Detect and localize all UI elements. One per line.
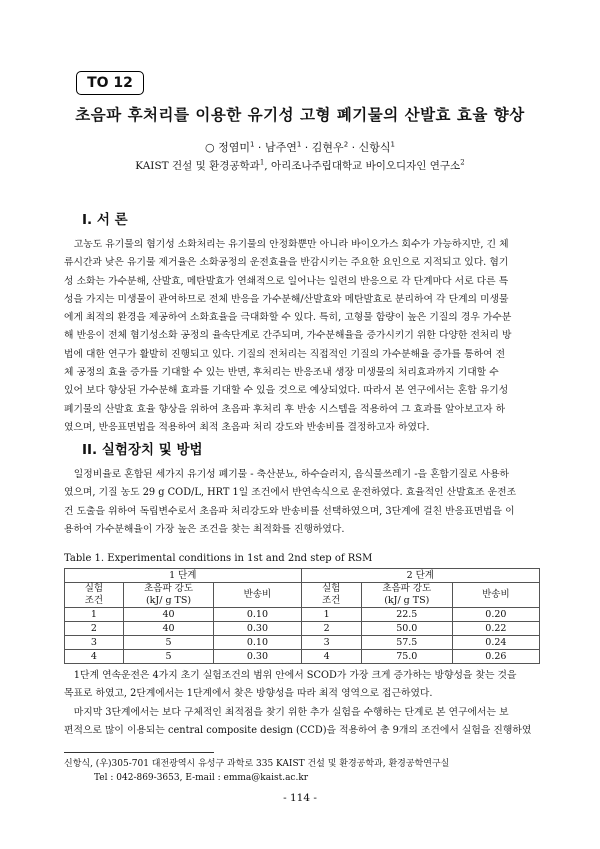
text-line: 법에 대한 연구가 활발히 진행되고 있다. 기질의 전처리는 직접적인 기질의 가수분해율 증가를 통하여 전 (64, 348, 506, 360)
table-cell: 4 (301, 650, 361, 664)
table-cell: 0.10 (214, 636, 301, 650)
table-cell: 0.20 (452, 608, 539, 622)
author-name: 신항식 (358, 141, 391, 154)
table-cell: 50.0 (361, 622, 452, 636)
text-line: 에게 최적의 환경을 제공하여 소화효율을 극대화할 수 있다. 특히, 고형물 함량이 높은 기질의 경우 가수분 (64, 312, 512, 324)
footnote-divider (64, 752, 214, 753)
text-line: 성을 가지는 미생물이 관여하므로 전체 반응을 가수분해/산발효와 메탄발효로 분리하여 각 단계의 미생물 (64, 293, 509, 305)
text-line: 폐기물의 산발효 효율 향상을 위하여 초음파 후처리 후 반송 시스템을 적용하여 그 효과를 알아보고자 하 (64, 403, 506, 415)
author-sup: 2 (343, 140, 349, 149)
methods-paragraph (64, 466, 538, 539)
table-cell: 5 (123, 650, 214, 664)
table-cell: 0.26 (452, 650, 539, 664)
text-line: 편적으로 많이 이용되는 central composite design (CCD)을 적용하여 총 9개의 조건에서 실험을 진행하였 (64, 724, 532, 736)
author-separator: · (301, 141, 312, 154)
text-line: 류시간과 낮은 유기물 제거율은 소화공정의 운전효율을 반감시키는 주요한 요인으로 지적되고 있다. 혐기 (64, 257, 509, 269)
table-cell: 22.5 (361, 608, 452, 622)
col-ratio-header: 반송비 (452, 583, 539, 608)
text-line: 성 소화는 가수분해, 산발효, 메탄발효가 연쇄적으로 일어나는 일련의 반응으로 각 단계마다 서로 다른 특 (64, 275, 509, 287)
col-intensity-header: 초음파 강도 (kJ/ g TS) (361, 583, 452, 608)
table-cell: 1 (65, 608, 124, 622)
step1-header: 1 단계 (65, 569, 302, 583)
affiliation (0, 158, 600, 173)
author-list (0, 139, 600, 155)
table-cell: 2 (65, 622, 124, 636)
table-cell: 0.24 (452, 636, 539, 650)
author-separator: · (254, 141, 265, 154)
table-cell: 0.30 (214, 650, 301, 664)
text-line: 용하여 가수분해율이 가장 높은 조건을 찾는 최적화를 진행하였다. (64, 523, 345, 535)
table-cell: 0.22 (452, 622, 539, 636)
table-row (65, 622, 540, 636)
col-run-header: 실험 조건 (65, 583, 124, 608)
text-line: 목표로 하였고, 2단계에서는 1단계에서 찾은 방향성을 따라 최적 영역으로 접근하였다. (64, 688, 433, 700)
text-line: 체 공정의 효율 증가를 기대할 수 있는 반면, 후처리는 반응조내 생장 미생물의 처리효과까지 기대할 수 (64, 367, 499, 379)
affiliation-sup: 1 (259, 158, 265, 167)
table-row (65, 650, 540, 664)
text-line: 있어 보다 향상된 가수분해 효과를 기대할 수 있을 것으로 예상되었다. 따라서 본 연구에서는 혼합 유기성 (64, 385, 509, 397)
author-sup: 1 (390, 140, 396, 149)
author-name: 정염미 (218, 141, 250, 154)
page-number: - 114 - (283, 792, 317, 804)
footnote-contact: Tel : 042-869-3653, E-mail : emma@kaist.ac.kr (94, 773, 309, 783)
table-cell: 40 (123, 622, 214, 636)
text-line: 였으며, 반응표면법을 적용하여 최적 초음파 처리 강도와 반송비를 결정하고자 하였다. (64, 421, 430, 433)
intro-paragraph (64, 236, 538, 437)
text-line: 마지막 3단계에서는 보다 구체적인 최적점을 찾기 위한 추가 실험을 수행하는 단계로 본 연구에서는 보 (64, 706, 509, 718)
table-cell: 0.10 (214, 608, 301, 622)
text-line: 일정비율로 혼합된 세가지 유기성 폐기물 - 축산분뇨, 하수슬러지, 음식물쓰레기 -을 혼합기질로 사용하 (64, 469, 509, 480)
section-heading-intro: I. 서 론 (82, 212, 128, 228)
table-cell: 75.0 (361, 650, 452, 664)
affiliation-part: KAIST 건설 및 환경공학과 (135, 160, 260, 172)
table-row (65, 608, 540, 622)
table-header-row (65, 569, 540, 583)
text-line: 였으며, 기질 농도 29 g COD/L, HRT 1일 조건에서 반연속식으로 운전하였다. 효율적인 산발효조 운전조 (64, 487, 517, 499)
table-cell: 2 (301, 622, 361, 636)
table-header-row (65, 583, 540, 608)
table-cell: 3 (301, 636, 361, 650)
author-sup: 1 (249, 140, 255, 149)
table-cell: 0.30 (214, 622, 301, 636)
col-intensity-header: 초음파 강도 (kJ/ g TS) (123, 583, 214, 608)
affiliation-sup: 2 (460, 158, 465, 167)
table-cell: 5 (123, 636, 214, 650)
text-line: 고농도 유기물의 혐기성 소화처리는 유기물의 안정화뿐만 아니라 바이오가스 회수가 가능하지만, 긴 체 (64, 239, 509, 250)
footnote-address: 신항식, (우)305-701 대전광역시 유성구 과학로 335 KAIST 건설 및 환경공학과, 환경공학연구실 (64, 759, 450, 769)
author-sup: 1 (296, 140, 302, 149)
author-name: 김현우 (311, 141, 344, 154)
author-separator: · (348, 141, 359, 154)
table-cell: 1 (301, 608, 361, 622)
table-cell: 4 (65, 650, 124, 664)
table-caption: Table 1. Experimental conditions in 1st and 2nd step of RSM (64, 553, 373, 564)
text-line: 1단계 연속운전은 4가지 초기 실험조건의 범위 안에서 SCOD가 가장 크게 증가하는 방향성을 찾는 것을 (64, 670, 517, 681)
table-row (65, 636, 540, 650)
col-run-header: 실험 조건 (301, 583, 361, 608)
text-line: 해 반응이 전체 혐기성소화 공정의 율속단계로 간주되며, 가수분해율을 증가시키기 위한 다양한 전처리 방 (64, 330, 512, 342)
table-cell: 3 (65, 636, 124, 650)
step2-header: 2 단계 (301, 569, 539, 583)
table-cell: 40 (123, 608, 214, 622)
section-heading-methods: II. 실험장치 및 방법 (82, 442, 203, 458)
author-name: 남주연 (264, 141, 297, 154)
paper-title: 초음파 후처리를 이용한 유기성 고형 폐기물의 산발효 효율 향상 (75, 106, 525, 124)
affiliation-part: , 아리조나주립대학교 바이오디자인 연구소 (264, 160, 461, 172)
conditions-table (64, 568, 540, 664)
col-ratio-header: 반송비 (214, 583, 301, 608)
after-table-paragraph (64, 667, 538, 740)
text-line: 건 도출을 위하여 독립변수로서 초음파 처리강도와 반송비를 선택하였으며, 3단계에 걸친 반응표면법을 이 (64, 505, 515, 517)
table-cell: 57.5 (361, 636, 452, 650)
presenter-mark: ○ (204, 141, 215, 154)
session-code-badge: TO 12 (76, 71, 144, 95)
